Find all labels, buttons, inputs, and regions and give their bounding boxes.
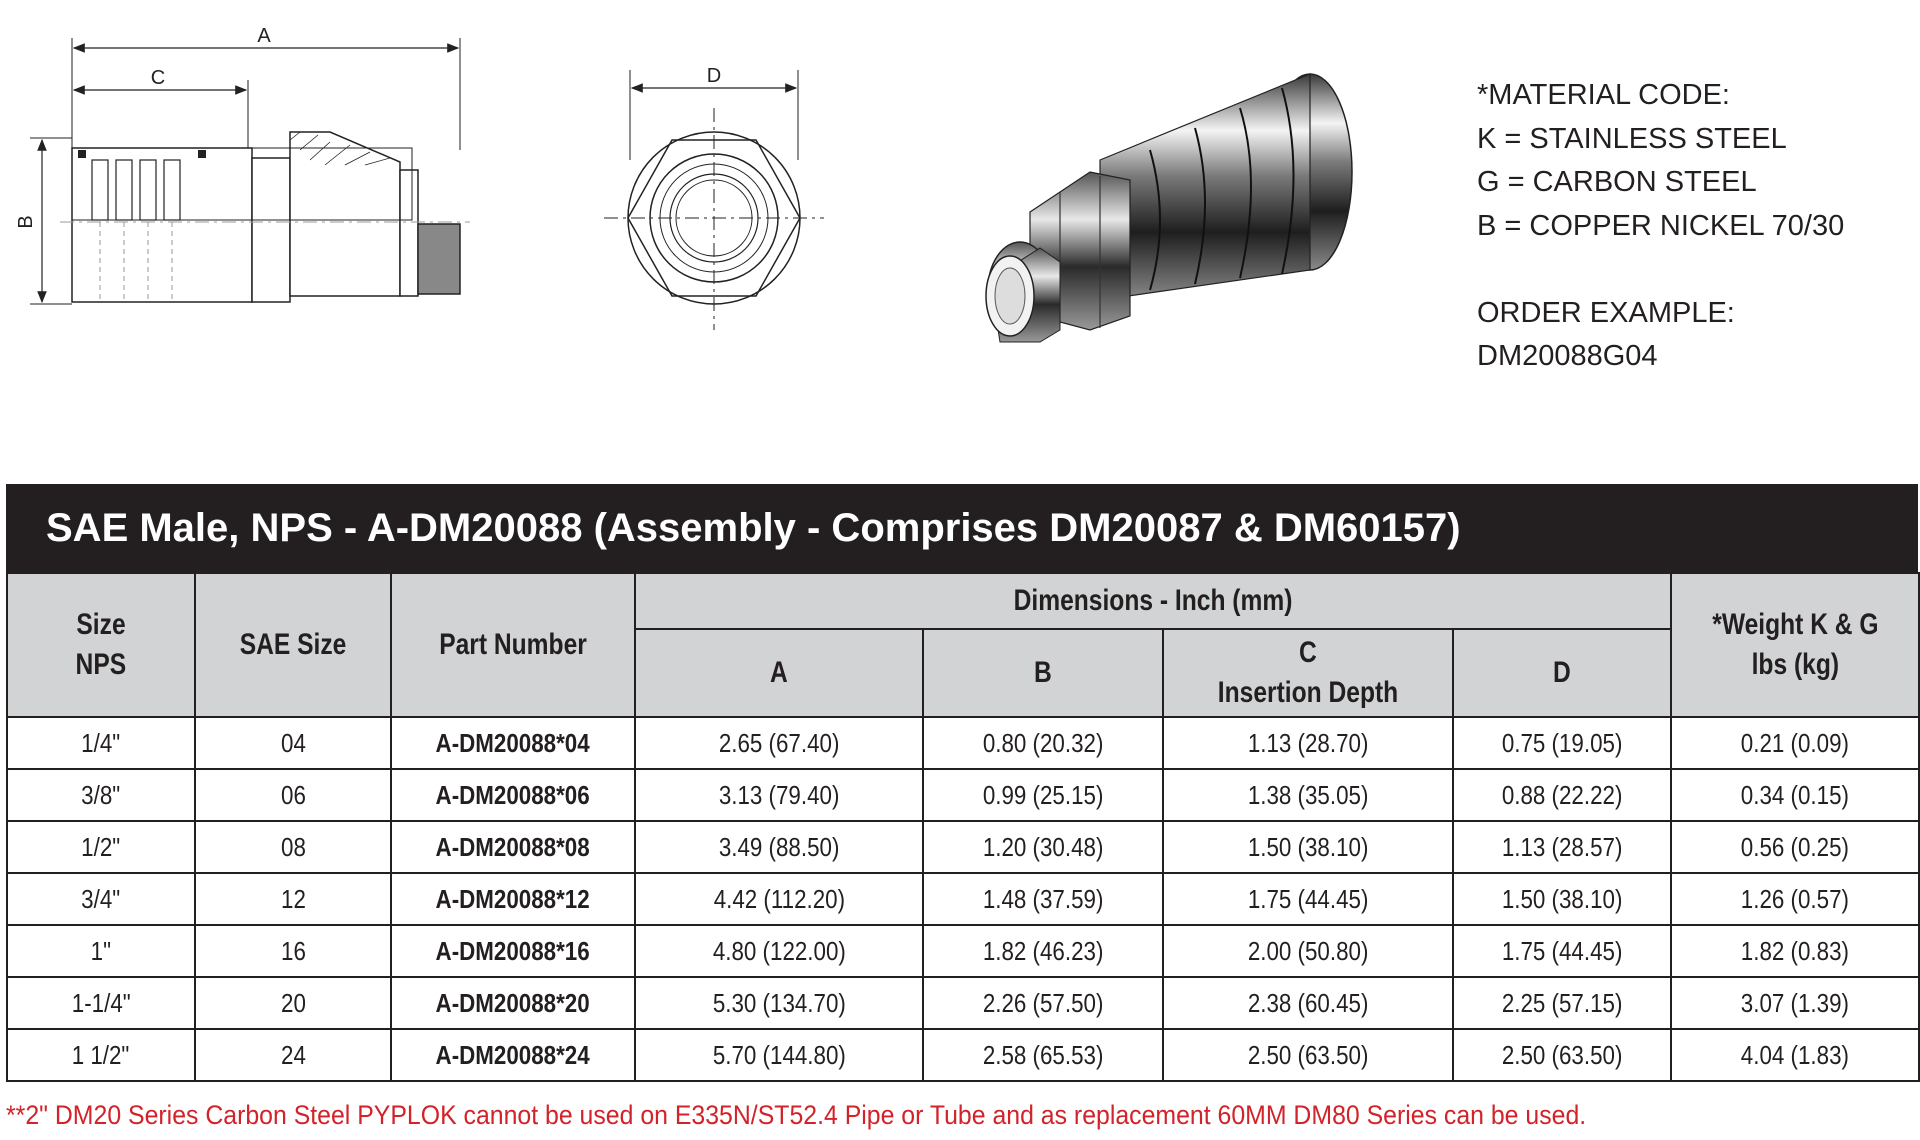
cell-text: 5.70 (144.80) [712, 1039, 846, 1070]
cell-dim-d [1453, 769, 1671, 821]
cell-text: 0.75 (19.05) [1501, 727, 1623, 758]
header-weight-line2: lbs (kg) [1751, 648, 1839, 681]
header-dimensions [635, 573, 1671, 629]
cell-size-nps [7, 1029, 195, 1081]
cell-text: 3.49 (88.50) [718, 831, 840, 862]
cell-text: 0.34 (0.15) [1740, 779, 1850, 810]
cell-text: 1/2" [81, 831, 121, 862]
order-example-heading: ORDER EXAMPLE: [1477, 296, 1735, 329]
cell-dim-a [635, 769, 923, 821]
cell-weight [1671, 977, 1919, 1029]
header-sae-size [195, 573, 391, 717]
table-row [7, 1029, 1919, 1081]
cell-dim-d [1453, 1029, 1671, 1081]
header-sae-size-label: SAE Size [239, 628, 347, 661]
table-row [7, 769, 1919, 821]
footnote [6, 1100, 1918, 1131]
cell-text: 1.75 (44.45) [1501, 935, 1623, 966]
cell-text: A-DM20088*24 [435, 1039, 591, 1070]
cell-dim-d [1453, 717, 1671, 769]
cell-text: 06 [280, 779, 306, 810]
table-title: SAE Male, NPS - A-DM20088 (Assembly - Comprises DM20087 & DM60157) [6, 484, 1918, 572]
cell-dim-c [1163, 717, 1453, 769]
notes-spacer [1477, 248, 1897, 292]
cell-text: 1-1/4" [71, 987, 131, 1018]
cell-dim-a [635, 873, 923, 925]
cell-text: 1.26 (0.57) [1740, 883, 1850, 914]
footnote-text: **2" DM20 Series Carbon Steel PYPLOK cannot be used on E335N/ST52.4 Pipe or Tube and as replacement 60MM DM80 Series can be used. [6, 1100, 1587, 1130]
cell-text: 2.00 (50.80) [1247, 935, 1369, 966]
cell-dim-c [1163, 925, 1453, 977]
cell-weight [1671, 925, 1919, 977]
cell-weight [1671, 873, 1919, 925]
cell-text: 20 [280, 987, 306, 1018]
cell-dim-c [1163, 769, 1453, 821]
cell-text: 1.38 (35.05) [1247, 779, 1369, 810]
cell-text: 3.07 (1.39) [1740, 987, 1850, 1018]
header-a [635, 629, 923, 717]
technical-drawings [0, 0, 1410, 420]
material-code-heading: *MATERIAL CODE: [1477, 79, 1730, 111]
cell-text: 2.58 (65.53) [982, 1039, 1104, 1070]
cell-text: 1.13 (28.57) [1501, 831, 1623, 862]
header-part-number [391, 573, 635, 717]
header-d-label: D [1553, 656, 1571, 689]
cell-part-number [391, 769, 635, 821]
dim-label-a: A [257, 25, 271, 47]
header-dimensions-label: Dimensions - Inch (mm) [1013, 584, 1293, 617]
cell-text: 1/4" [81, 727, 121, 758]
table-row [7, 977, 1919, 1029]
table-row [7, 821, 1919, 873]
cell-text: 04 [280, 727, 306, 758]
cell-dim-b [923, 821, 1163, 873]
cell-text: A-DM20088*06 [435, 779, 591, 810]
cell-dim-a [635, 1029, 923, 1081]
cell-dim-b [923, 925, 1163, 977]
cell-sae-size [195, 977, 391, 1029]
cell-text: 5.30 (134.70) [712, 987, 846, 1018]
header-part-number-label: Part Number [439, 628, 587, 661]
cell-dim-b [923, 717, 1163, 769]
header-size-nps-line1: Size [76, 608, 126, 641]
cell-text: 2.50 (63.50) [1501, 1039, 1623, 1070]
cell-dim-c [1163, 977, 1453, 1029]
cell-text: 0.88 (22.22) [1501, 779, 1623, 810]
cell-text: 0.80 (20.32) [982, 727, 1104, 758]
cell-weight [1671, 821, 1919, 873]
header-b [923, 629, 1163, 717]
cell-sae-size [195, 925, 391, 977]
dim-label-b: B [15, 215, 37, 229]
cell-text: 1" [90, 935, 112, 966]
dim-label-d: D [706, 65, 722, 87]
cell-text: 16 [280, 935, 306, 966]
cell-text: 3/4" [81, 883, 121, 914]
header-size-nps [7, 573, 195, 717]
cell-dim-b [923, 1029, 1163, 1081]
cell-text: A-DM20088*16 [435, 935, 591, 966]
header-weight-line1: *Weight K & G [1711, 608, 1879, 641]
cell-text: 4.42 (112.20) [713, 883, 845, 914]
cell-text: 1.50 (38.10) [1247, 831, 1369, 862]
cell-text: A-DM20088*04 [435, 727, 591, 758]
cell-text: 1.50 (38.10) [1501, 883, 1623, 914]
cell-text: A-DM20088*20 [435, 987, 591, 1018]
spec-table [6, 572, 1920, 1082]
cell-dim-a [635, 821, 923, 873]
cell-sae-size [195, 717, 391, 769]
cell-part-number [391, 873, 635, 925]
cell-size-nps [7, 717, 195, 769]
cell-sae-size [195, 1029, 391, 1081]
cell-part-number [391, 717, 635, 769]
cell-dim-b [923, 873, 1163, 925]
cell-dim-b [923, 769, 1163, 821]
cell-part-number [391, 925, 635, 977]
cell-text: 2.65 (67.40) [718, 727, 840, 758]
dim-label-c: C [150, 67, 166, 89]
cell-dim-c [1163, 1029, 1453, 1081]
cell-dim-d [1453, 977, 1671, 1029]
cell-text: 1.13 (28.70) [1247, 727, 1369, 758]
cell-part-number [391, 977, 635, 1029]
cell-text: 2.50 (63.50) [1247, 1039, 1369, 1070]
cell-text: 4.04 (1.83) [1740, 1039, 1850, 1070]
header-weight [1671, 573, 1919, 717]
cell-dim-a [635, 717, 923, 769]
cell-weight [1671, 717, 1919, 769]
material-code-b: B = COPPER NICKEL 70/30 [1477, 209, 1845, 242]
header-d [1453, 629, 1671, 717]
cell-size-nps [7, 925, 195, 977]
table-row [7, 873, 1919, 925]
cell-text: 3.13 (79.40) [718, 779, 840, 810]
cell-part-number [391, 1029, 635, 1081]
cell-part-number [391, 821, 635, 873]
material-notes [1477, 74, 1897, 379]
cell-text: 08 [280, 831, 306, 862]
cell-text: 1.82 (0.83) [1740, 935, 1850, 966]
cell-size-nps [7, 769, 195, 821]
table-row [7, 925, 1919, 977]
cell-size-nps [7, 821, 195, 873]
cell-text: 2.26 (57.50) [982, 987, 1104, 1018]
side-section-view [15, 25, 470, 304]
cell-dim-d [1453, 925, 1671, 977]
cell-dim-d [1453, 821, 1671, 873]
cell-text: 2.25 (57.15) [1501, 987, 1623, 1018]
cell-dim-b [923, 977, 1163, 1029]
header-size-nps-line2: NPS [75, 648, 127, 681]
cell-text: 1.48 (37.59) [982, 883, 1104, 914]
cell-text: 2.38 (60.45) [1247, 987, 1369, 1018]
cell-sae-size [195, 821, 391, 873]
end-view [604, 65, 824, 330]
cell-dim-a [635, 925, 923, 977]
cell-text: A-DM20088*12 [435, 883, 591, 914]
cell-text: 1.20 (30.48) [982, 831, 1104, 862]
cell-text: 0.99 (25.15) [982, 779, 1104, 810]
cell-dim-a [635, 977, 923, 1029]
cell-text: 0.56 (0.25) [1740, 831, 1850, 862]
cell-weight [1671, 1029, 1919, 1081]
cell-dim-c [1163, 873, 1453, 925]
material-code-g: G = CARBON STEEL [1477, 166, 1757, 198]
cell-size-nps [7, 977, 195, 1029]
cell-size-nps [7, 873, 195, 925]
cell-weight [1671, 769, 1919, 821]
fitting-render [986, 74, 1352, 342]
cell-text: 4.80 (122.00) [712, 935, 846, 966]
table-row [7, 717, 1919, 769]
cell-text: 1.82 (46.23) [982, 935, 1104, 966]
header-c-line1: C [1299, 636, 1317, 669]
cell-sae-size [195, 873, 391, 925]
material-code-k: K = STAINLESS STEEL [1477, 122, 1787, 155]
header-b-label: B [1034, 656, 1052, 689]
cell-dim-d [1453, 873, 1671, 925]
cell-text: 1 1/2" [72, 1039, 130, 1070]
cell-text: 24 [280, 1039, 306, 1070]
header-c [1163, 629, 1453, 717]
cell-text: 1.75 (44.45) [1247, 883, 1369, 914]
header-a-label: A [770, 656, 788, 689]
header-c-line2: Insertion Depth [1217, 676, 1399, 709]
cell-text: A-DM20088*08 [435, 831, 591, 862]
order-example-value: DM20088G04 [1477, 340, 1658, 372]
cell-text: 3/8" [81, 779, 121, 810]
cell-dim-c [1163, 821, 1453, 873]
cell-sae-size [195, 769, 391, 821]
cell-text: 0.21 (0.09) [1740, 727, 1850, 758]
cell-text: 12 [280, 883, 306, 914]
